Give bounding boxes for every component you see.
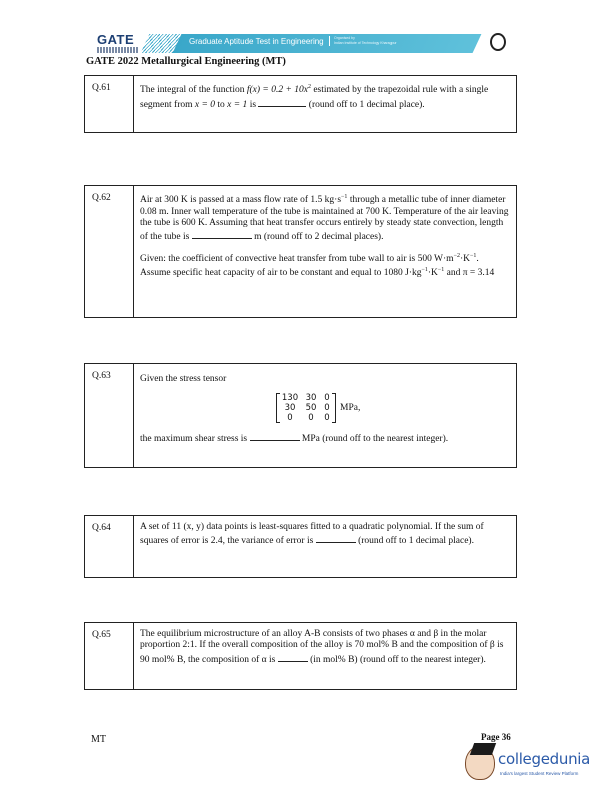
- answer-blank: [316, 533, 356, 543]
- text: Air at 300 K is passed at a mass flow rate of 1.5 kg·s: [140, 195, 342, 206]
- text: Given the stress tensor: [140, 374, 227, 384]
- text: The equilibrium microstructure of an alloy A-B consists of two phases α and β in the molar proportion 2:1. If the overall composition of the alloy is 70 mol% B and the composition of β is 90 mol% B, the composition of α is: [140, 629, 504, 665]
- text: The integral of the function: [140, 85, 247, 96]
- text: (round off to 1 decimal place).: [306, 99, 425, 110]
- text: Given: the coefficient of convective heat transfer from tube wall to air is 500 W·m: [140, 253, 454, 264]
- text: ·K: [459, 253, 470, 264]
- text: (in mol% B) (round off to the nearest integer).: [307, 654, 486, 665]
- gate-logo: GATE: [97, 32, 135, 47]
- question-box-q62: [84, 185, 517, 318]
- page-number: Page 36: [481, 732, 511, 742]
- matrix-cell: 130: [281, 393, 299, 404]
- text: ·K: [427, 268, 438, 279]
- banner-organizer: [329, 36, 397, 46]
- sup: −1: [437, 267, 445, 274]
- graduation-cap-icon: [470, 743, 496, 755]
- question-text: [140, 82, 510, 111]
- math: x = 0: [194, 99, 216, 110]
- question-box-q64: [84, 515, 517, 578]
- sup: −1: [470, 252, 477, 259]
- text: (round off to 1 decimal place).: [355, 536, 474, 547]
- banner-title: Graduate Aptitude Test in Engineering: [189, 37, 324, 46]
- matrix-cell: 0: [287, 413, 293, 424]
- question-number: Q.61: [85, 76, 134, 132]
- answer-blank: [250, 431, 300, 441]
- matrix-cell: 0: [324, 403, 330, 414]
- stress-tensor: [276, 393, 510, 423]
- answer-blank: [278, 652, 308, 662]
- math-sup: 2: [307, 84, 311, 90]
- organizer-line1: Organised by: [334, 36, 355, 40]
- question-number: Q.62: [85, 186, 134, 317]
- text: A set of 11 (x, y) data points is least-squares fitted to a quadratic polynomial. If the sum of squares of error is 2.4, the variance of error is: [140, 522, 484, 547]
- answer-blank: [258, 97, 306, 107]
- matrix-cell: 0: [324, 393, 330, 404]
- matrix-cell: 0: [308, 413, 314, 424]
- text: m (round off to 2 decimal places).: [251, 232, 384, 243]
- math: f(x) = 0.2 + 10x: [246, 85, 308, 96]
- sup: −1: [421, 267, 428, 274]
- question-number: Q.63: [85, 364, 134, 467]
- iit-emblem-icon: [490, 33, 506, 51]
- matrix-cell: 30: [284, 403, 296, 414]
- footer-paper-code: MT: [91, 734, 106, 745]
- text: . Assume specific heat capacity of air to be constant and equal to 1080 J·kg: [140, 253, 479, 279]
- text: and π = 3.14: [444, 268, 495, 279]
- question-number: Q.64: [85, 516, 134, 577]
- text: the maximum shear stress is: [140, 434, 250, 445]
- gate-header-banner: [97, 32, 515, 56]
- organizer-line2: Indian Institute of Technology Kharagpur: [334, 41, 397, 45]
- text: to: [215, 99, 228, 110]
- matrix-cell: 0: [324, 413, 330, 424]
- question-number: Q.65: [85, 623, 134, 689]
- text: MPa (round off to the nearest integer).: [299, 434, 449, 445]
- answer-blank: [192, 229, 252, 239]
- sup: −1: [341, 194, 348, 200]
- text: estimated by the trapezoidal rule with a single segment from: [140, 85, 489, 110]
- unit: MPa,: [340, 402, 361, 413]
- sup: −2: [453, 252, 460, 259]
- document-title: GATE 2022 Metallurgical Engineering (MT): [86, 56, 286, 67]
- question-text: [140, 522, 510, 548]
- collegedunia-logo: [462, 743, 612, 788]
- question-text: [140, 192, 510, 287]
- question-text: [140, 629, 510, 666]
- brand-name: collegedunia: [498, 750, 591, 768]
- matrix: [276, 393, 336, 423]
- question-box-q65: [84, 622, 517, 690]
- math: x = 1: [227, 99, 248, 110]
- question-text: [140, 374, 510, 446]
- text: through a metallic tube of inner diameter 0.08 m. Inner wall temperature of the tube is maintained at 700 K. Temperature of the air leaving the tube is 600 K. Assuming that heat transfer occurs entirely by steady state convection, length of the tube is: [140, 195, 509, 243]
- text: is: [247, 99, 259, 110]
- gate-logo-subtext: [97, 47, 139, 53]
- brand-tagline: India's largest Student Review Platform: [500, 771, 579, 776]
- matrix-cell: 50: [305, 403, 317, 414]
- question-box-q63: [84, 363, 517, 468]
- question-box-q61: [84, 75, 517, 133]
- matrix-cell: 30: [305, 393, 317, 404]
